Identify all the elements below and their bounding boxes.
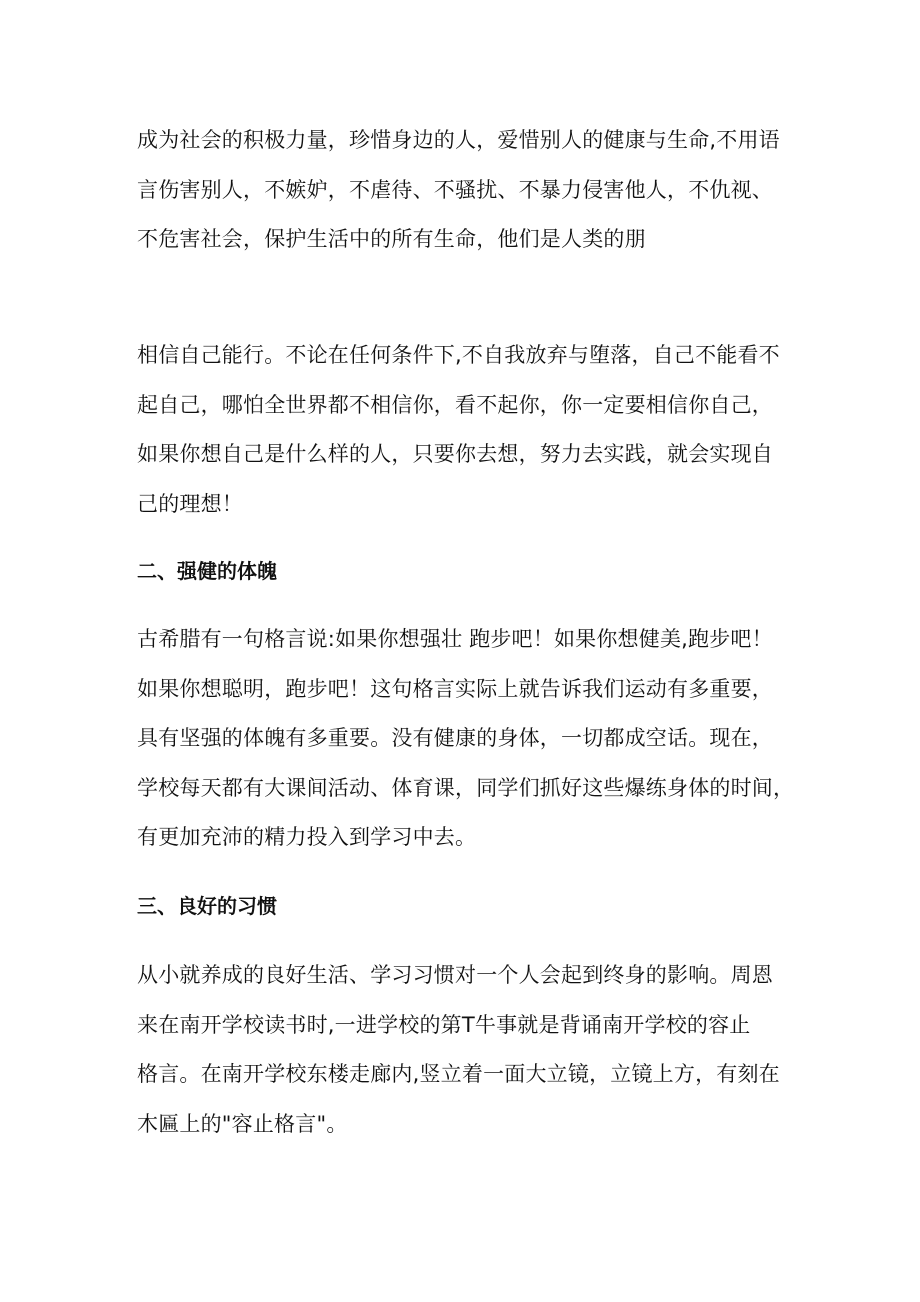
text-line: 言伤害别人，不嫉妒，不虐待、不骚扰、不暴力侵害他人，不仇视、 (137, 177, 773, 202)
text-line: 相信自己能行。不论在任何条件下,不自我放弃与堕落，自己不能看不 (137, 343, 780, 367)
text-line: 学校每天都有大课间活动、体育课，同学们抓好这些爆练身体的时间， (137, 775, 795, 800)
text-line: 如果你想聪明，跑步吧！这句格言实际上就告诉我们运动有多重要， (137, 676, 773, 701)
text-line: 木匾上的"容止格言"。 (137, 1111, 348, 1136)
section-heading-habits (137, 890, 817, 922)
text-line: 如果你想自己是什么样的人，只要你去想，努力去实践，就会实现自 (137, 442, 773, 466)
text-line: 格言。在南开学校东楼走廊内,竖立着一面大立镜，立镜上方，有刻在 (137, 1062, 780, 1086)
section-heading-physique (137, 555, 817, 587)
section-heading: 三、良好的习惯 (137, 894, 277, 918)
paragraph-self-confidence (137, 331, 817, 529)
text-line: 成为社会的积极力量，珍惜身边的人，爱惜别人的健康与生命,不用语 (137, 128, 780, 152)
text-line: 从小就养成的良好生活、学习习惯对一个人会起到终身的影响。周恩 (137, 963, 773, 987)
section-heading: 二、强健的体魄 (137, 559, 277, 583)
text-line: 不危害社会，保护生活中的所有生命，他们是人类的朋 (137, 227, 646, 251)
paragraph-habits (137, 951, 817, 1149)
paragraph-social-responsibility (137, 116, 817, 265)
paragraph-physique (137, 615, 817, 863)
text-line: 具有坚强的体魄有多重要。没有健康的身体，一切都成空话。现在， (137, 726, 773, 750)
text-line: 古希腊有一句格言说:如果你想强壮 跑步吧！如果你想健美,跑步吧！ (137, 627, 773, 651)
text-line: 起自己，哪怕全世界都不相信你，看不起你，你一定要相信你自己， (137, 392, 773, 417)
text-line: 己的理想！ (137, 491, 243, 516)
text-line: 有更加充沛的精力投入到学习中去。 (137, 825, 477, 849)
text-line: 来在南开学校读书时,一进学校的第T牛事就是背诵南开学校的容止 (137, 1012, 751, 1037)
